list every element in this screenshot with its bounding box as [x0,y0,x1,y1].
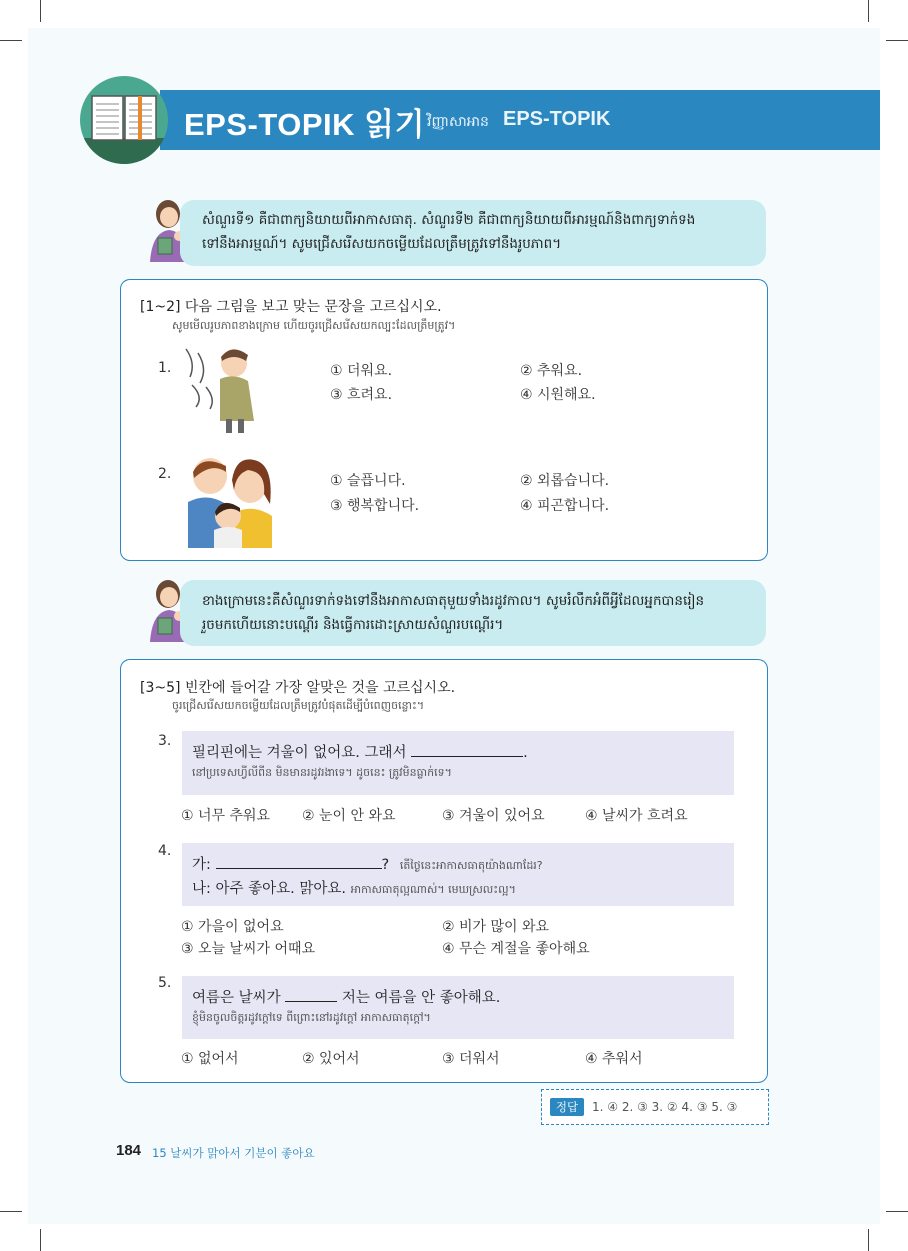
section-subheading: ចូរជ្រើសរើសយកចម្លើយដែលត្រឹមត្រូវបំផុតដើម្បីបំពេញចន្លោះ។ [172,699,425,712]
option-2[interactable]: ② 비가 많이 와요 [442,919,550,935]
crop-mark [886,40,908,41]
option-1[interactable]: ① 가을이 없어요 [181,919,284,935]
dialog-text: 나: 아주 좋아요. 맑아요. [192,881,346,897]
instruction-line: សំណួរទី១ គឺជាពាក្យនិយាយពីអាកាសធាតុ. សំណួរទី២ គឺជាពាក្យនិយាយពីអារម្មណ៍និងពាក្យទាក់ទង [202,212,696,228]
section-heading: [3~5] 빈칸에 들어갈 가장 알맞은 것을 고르십시오. [140,680,456,696]
crop-mark [868,1229,869,1251]
open-book-icon [90,94,158,144]
answer-key-label: 정답 [550,1098,584,1116]
question-number: 1. [158,360,172,376]
question-text-part: 여름은 날씨가 [192,990,281,1006]
question-dialog-line-1 [192,853,543,875]
option-3[interactable]: ③ 행복합니다. [330,498,420,514]
option-3[interactable]: ③ 흐려요. [330,387,393,403]
section-subheading: សូមមើលរូបភាពខាងក្រោម ហើយចូរជ្រើសរើសយកល្បះដែលត្រឹមត្រូវ។ [172,319,456,332]
instruction-line: រួចមកហើយនោះបណ្ដើរ និងធ្វើការដោះស្រាយសំណួរបណ្ដើរ។ [202,617,504,633]
crop-mark [0,40,22,41]
option-4[interactable]: ④ 추워서 [585,1051,643,1067]
question-translation: នៅប្រទេសហ្វីលីពីន មិនមានរដូវរងាទេ។ ដូចនេះ ត្រូវមិនធ្លាក់ទេ។ [192,766,452,779]
page-subtitle-khmer: វិញ្ញាសាអាន [427,114,489,130]
blank-line [216,854,382,869]
crop-mark [40,0,41,22]
chapter-title: 15 날씨가 맑아서 기분이 좋아요 [152,1146,315,1160]
option-1[interactable]: ① 슬픕니다. [330,473,406,489]
question-text-part: 필리핀에는 겨울이 없어요. 그래서 [192,745,407,761]
question-number: 5. [158,975,172,991]
question-translation: អាកាសធាតុល្អណាស់។ មេឃស្រលះល្អ។ [350,883,516,896]
page-number: 184 [116,1142,142,1159]
question-text-part: ? [381,857,390,873]
crop-mark [886,1211,908,1212]
option-1[interactable]: ① 더워요. [330,363,393,379]
option-3[interactable]: ③ 더워서 [442,1051,500,1067]
option-4[interactable]: ④ 시원해요. [520,387,596,403]
crop-mark [868,0,869,22]
option-4[interactable]: ④ 무슨 계절을 좋아해요 [442,941,590,957]
option-2[interactable]: ② 추워요. [520,363,583,379]
question-text [192,986,500,1007]
instruction-line: ទៅនឹងអារម្មណ៍។ សូមជ្រើសរើសយកចម្លើយដែលត្រឹមត្រូវទៅនឹងរូបភាព។ [202,236,562,252]
option-1[interactable]: ① 너무 추워요 [181,808,271,824]
page-title: EPS-TOPIK 읽기 [184,107,426,142]
blank-line [411,742,523,757]
option-3[interactable]: ③ 겨울이 있어요 [442,808,545,824]
instruction-bubble-2 [180,580,766,646]
question-text-part: . [523,745,528,761]
happy-family-illustration [182,450,274,548]
question-translation: តើថ្ងៃនេះអាកាសធាតុយ៉ាងណាដែរ? [399,859,543,872]
option-2[interactable]: ② 외롭습니다. [520,473,610,489]
question-number: 3. [158,733,172,749]
speaker-label: 가: [192,857,211,873]
page-subtitle-latin: EPS-TOPIK [503,108,611,130]
option-2[interactable]: ② 있어서 [302,1051,360,1067]
blank-line [285,987,337,1002]
question-number: 2. [158,466,172,482]
option-4[interactable]: ④ 날씨가 흐려요 [585,808,688,824]
question-dialog-line-2 [192,877,516,899]
book-badge [80,76,168,164]
question-text-part: 저는 여름을 안 좋아해요. [341,990,501,1006]
option-3[interactable]: ③ 오늘 날씨가 어때요 [181,941,316,957]
option-4[interactable]: ④ 피곤합니다. [520,498,610,514]
question-text [192,741,528,762]
question-number: 4. [158,843,172,859]
crop-mark [40,1229,41,1251]
instruction-bubble-1 [180,200,766,266]
option-1[interactable]: ① 없어서 [181,1051,239,1067]
option-2[interactable]: ② 눈이 안 와요 [302,808,396,824]
answer-key-text: 1. ④ 2. ③ 3. ② 4. ③ 5. ③ [592,1100,738,1114]
question-translation: ខ្ញុំមិនចូលចិត្តរដូវក្ដៅទេ ពីព្រោះនៅរដូវក្ដៅ អាកាសធាតុក្ដៅ។ [192,1011,431,1024]
man-in-wind-illustration [182,343,262,438]
section-heading: [1~2] 다음 그림을 보고 맞는 문장을 고르십시오. [140,299,442,315]
crop-mark [0,1211,22,1212]
instruction-line: ខាងក្រោមនេះគឺសំណួរទាក់ទងទៅនឹងអាកាសធាតុមួយទាំងរដូវកាល។ សូមរំលឹកអំពីអ្វីដែលអ្នកបានរៀន [202,593,705,609]
